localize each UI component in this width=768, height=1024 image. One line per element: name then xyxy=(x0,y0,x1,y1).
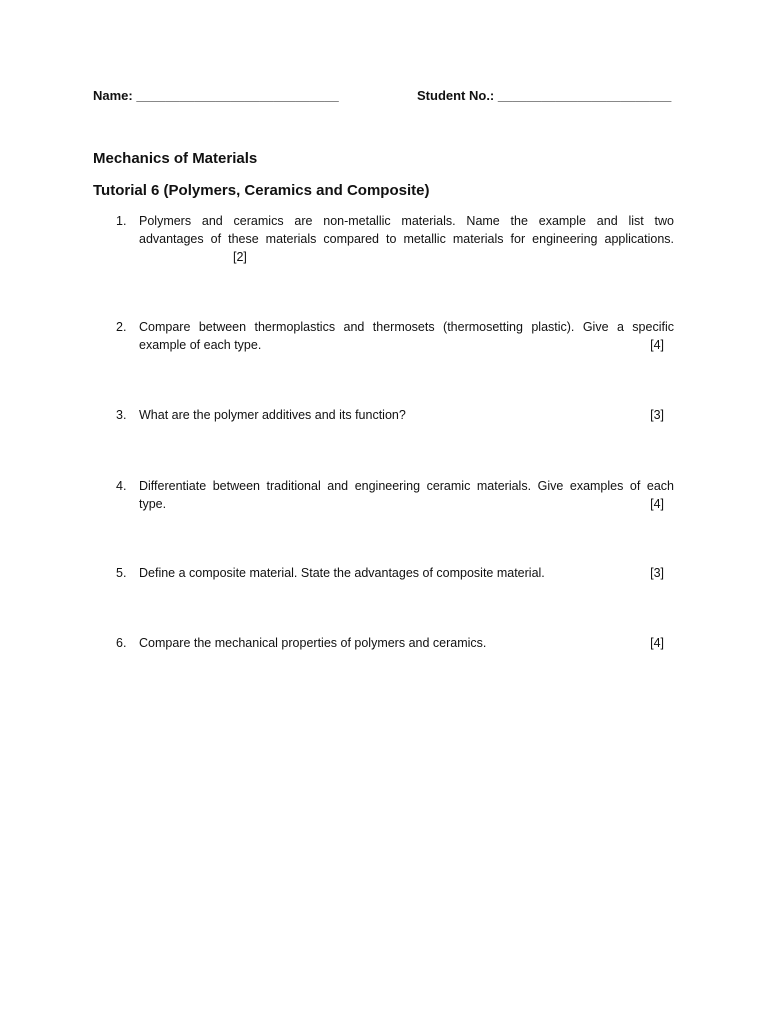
question-text-line: Polymers and ceramics are non-metallic materials. Name the example and list two xyxy=(139,214,674,228)
tutorial-title: Tutorial 6 (Polymers, Ceramics and Composite) xyxy=(93,182,430,199)
question-item-4 xyxy=(116,477,674,517)
question-number: 6. xyxy=(116,636,127,650)
question-text-line: type. xyxy=(139,497,167,511)
question-item-1 xyxy=(116,212,674,272)
question-marks: [3] xyxy=(650,408,664,422)
course-title: Mechanics of Materials xyxy=(93,150,258,167)
question-text-line: Compare the mechanical properties of polymers and ceramics. xyxy=(139,636,487,650)
question-item-2 xyxy=(116,318,674,358)
question-text-line: advantages of these materials compared to metallic materials for engineering applications. xyxy=(139,232,674,246)
question-number: 2. xyxy=(116,320,127,334)
question-marks: [4] xyxy=(650,497,664,511)
question-number: 5. xyxy=(116,566,127,580)
student-number-field-label: Student No.: ________________________ xyxy=(417,88,672,103)
question-number: 3. xyxy=(116,408,127,422)
question-marks: [2] xyxy=(233,250,247,264)
question-item-3 xyxy=(116,406,674,426)
question-marks: [4] xyxy=(650,338,664,352)
question-text-line: Define a composite material. State the advantages of composite material. xyxy=(139,566,545,580)
question-number: 1. xyxy=(116,214,127,228)
question-text-line: Differentiate between traditional and engineering ceramic materials. Give examples of each xyxy=(139,479,674,493)
question-marks: [3] xyxy=(650,566,664,580)
question-text-line: What are the polymer additives and its function? xyxy=(139,408,406,422)
question-item-5 xyxy=(116,564,674,584)
question-item-6 xyxy=(116,634,674,654)
question-text-line: example of each type. xyxy=(139,338,262,352)
question-number: 4. xyxy=(116,479,127,493)
question-text-line: Compare between thermoplastics and thermosets (thermosetting plastic). Give a specific xyxy=(139,320,674,334)
question-marks: [4] xyxy=(650,636,664,650)
name-field-label: Name: ____________________________ xyxy=(93,88,339,103)
